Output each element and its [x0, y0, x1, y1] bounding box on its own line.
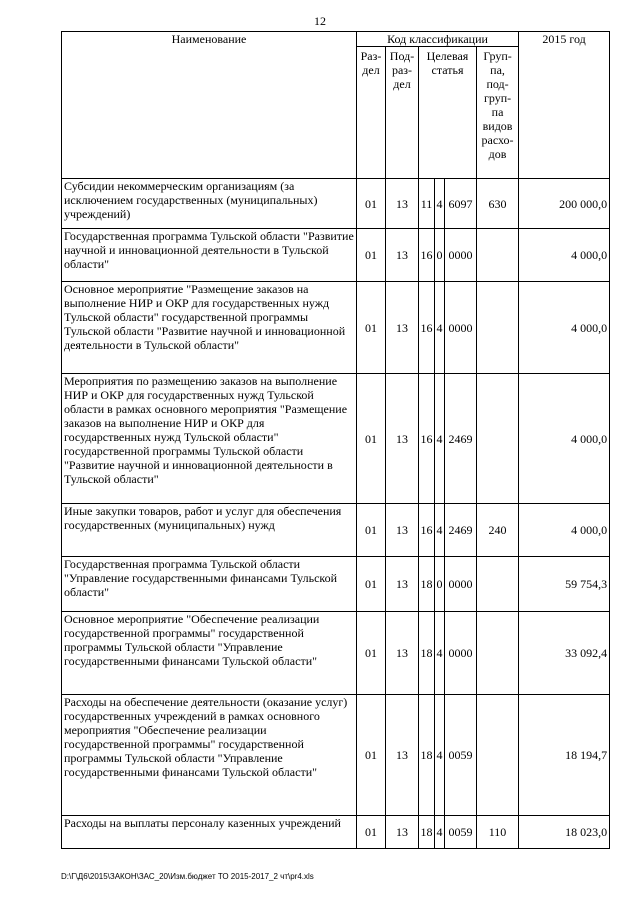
- table-row: [62, 695, 610, 816]
- header-name: Наименование: [62, 32, 357, 179]
- row-subsection: 13: [386, 179, 419, 229]
- row-amount-2015: 59 754,3: [519, 557, 610, 612]
- table-row: [62, 557, 610, 612]
- row-target-program: 11: [419, 179, 435, 229]
- row-name: Расходы на выплаты персоналу казенных учреждений: [62, 816, 357, 849]
- header-target-article: Целевая статья: [419, 47, 477, 179]
- row-target-subprogram: 4: [435, 282, 445, 374]
- header-subsection: Под- раз- дел: [386, 47, 419, 179]
- row-section: 01: [357, 179, 386, 229]
- row-target-subprogram: 4: [435, 612, 445, 695]
- header-section: Раз- дел: [357, 47, 386, 179]
- row-target-direction: 2469: [445, 374, 477, 504]
- row-expense-type: 110: [477, 816, 519, 849]
- row-expense-type: [477, 557, 519, 612]
- row-name: Основное мероприятие "Размещение заказов на выполнение НИР и ОКР для государственных нужд Тульской области" государственной программы Тульской области "Развитие научной и инновационной деятельности в Тульской области": [62, 282, 357, 374]
- table-row: [62, 612, 610, 695]
- row-target-program: 18: [419, 695, 435, 816]
- row-name: Основное мероприятие "Обеспечение реализации государственной программы" государственной программы Тульской области "Управление государственными финансами Тульской области": [62, 612, 357, 695]
- row-target-direction: 0000: [445, 282, 477, 374]
- row-target-subprogram: 0: [435, 557, 445, 612]
- row-target-program: 16: [419, 374, 435, 504]
- header-expense-group: Груп- па, под- груп- па видов расхо- дов: [477, 47, 519, 179]
- table-row: [62, 229, 610, 282]
- row-expense-type: 240: [477, 504, 519, 557]
- row-name: Расходы на обеспечение деятельности (оказание услуг) государственных учреждений в рамках основного мероприятия "Обеспечение реализации государственной программы" государственной программы Тульской области "Управление государственными финансами Тульской области": [62, 695, 357, 816]
- row-section: 01: [357, 374, 386, 504]
- row-subsection: 13: [386, 229, 419, 282]
- file-path-footer: D:\Г\Д6\2015\ЗАКОН\ЗАС_20\Изм.бюджет ТО 2015-2017_2 чт\pr4.xls: [61, 872, 314, 881]
- row-name: Государственная программа Тульской области "Управление государственными финансами Тульской области": [62, 557, 357, 612]
- row-target-direction: 0059: [445, 816, 477, 849]
- header-classification-code: Код классификации: [357, 32, 519, 47]
- row-subsection: 13: [386, 695, 419, 816]
- row-target-subprogram: 4: [435, 179, 445, 229]
- row-amount-2015: 4 000,0: [519, 282, 610, 374]
- row-amount-2015: 18 023,0: [519, 816, 610, 849]
- row-amount-2015: 200 000,0: [519, 179, 610, 229]
- row-target-direction: 0000: [445, 229, 477, 282]
- row-target-subprogram: 4: [435, 374, 445, 504]
- header-year-2015: 2015 год: [519, 32, 610, 179]
- row-amount-2015: 33 092,4: [519, 612, 610, 695]
- row-amount-2015: 4 000,0: [519, 229, 610, 282]
- row-expense-type: [477, 374, 519, 504]
- row-expense-type: [477, 695, 519, 816]
- row-section: 01: [357, 612, 386, 695]
- row-target-direction: 0000: [445, 612, 477, 695]
- row-section: 01: [357, 557, 386, 612]
- row-section: 01: [357, 695, 386, 816]
- row-amount-2015: 4 000,0: [519, 504, 610, 557]
- row-target-direction: 0000: [445, 557, 477, 612]
- row-target-direction: 6097: [445, 179, 477, 229]
- row-expense-type: [477, 612, 519, 695]
- budget-table: [61, 31, 610, 849]
- row-target-subprogram: 4: [435, 816, 445, 849]
- row-subsection: 13: [386, 504, 419, 557]
- row-target-direction: 0059: [445, 695, 477, 816]
- row-target-program: 16: [419, 229, 435, 282]
- row-name: Субсидии некоммерческим организациям (за исключением государственных (муниципальных) учреждений): [62, 179, 357, 229]
- table-row: [62, 374, 610, 504]
- row-section: 01: [357, 282, 386, 374]
- row-subsection: 13: [386, 282, 419, 374]
- table-row: [62, 282, 610, 374]
- row-expense-type: [477, 229, 519, 282]
- row-expense-type: [477, 282, 519, 374]
- row-target-subprogram: 4: [435, 695, 445, 816]
- row-subsection: 13: [386, 557, 419, 612]
- row-section: 01: [357, 504, 386, 557]
- row-target-subprogram: 0: [435, 229, 445, 282]
- row-target-program: 18: [419, 612, 435, 695]
- row-target-direction: 2469: [445, 504, 477, 557]
- row-section: 01: [357, 229, 386, 282]
- row-target-program: 18: [419, 557, 435, 612]
- row-name: Государственная программа Тульской области "Развитие научной и инновационной деятельности в Тульской области": [62, 229, 357, 282]
- row-amount-2015: 18 194,7: [519, 695, 610, 816]
- row-target-subprogram: 4: [435, 504, 445, 557]
- row-amount-2015: 4 000,0: [519, 374, 610, 504]
- table-row: [62, 179, 610, 229]
- table-row: [62, 816, 610, 849]
- row-target-program: 18: [419, 816, 435, 849]
- row-target-program: 16: [419, 282, 435, 374]
- row-name: Иные закупки товаров, работ и услуг для обеспечения государственных (муниципальных) нужд: [62, 504, 357, 557]
- row-subsection: 13: [386, 816, 419, 849]
- row-subsection: 13: [386, 374, 419, 504]
- table-row: [62, 504, 610, 557]
- row-section: 01: [357, 816, 386, 849]
- row-target-program: 16: [419, 504, 435, 557]
- row-expense-type: 630: [477, 179, 519, 229]
- row-subsection: 13: [386, 612, 419, 695]
- page-number: 12: [314, 14, 326, 28]
- row-name: Мероприятия по размещению заказов на выполнение НИР и ОКР для государственных нужд Тульской области в рамках основного мероприятия "Размещение заказов на выполнение НИР и ОКР для государственных нужд Тульской области" государственной программы Тульской области "Развитие научной и инновационной деятельности в Тульской области": [62, 374, 357, 504]
